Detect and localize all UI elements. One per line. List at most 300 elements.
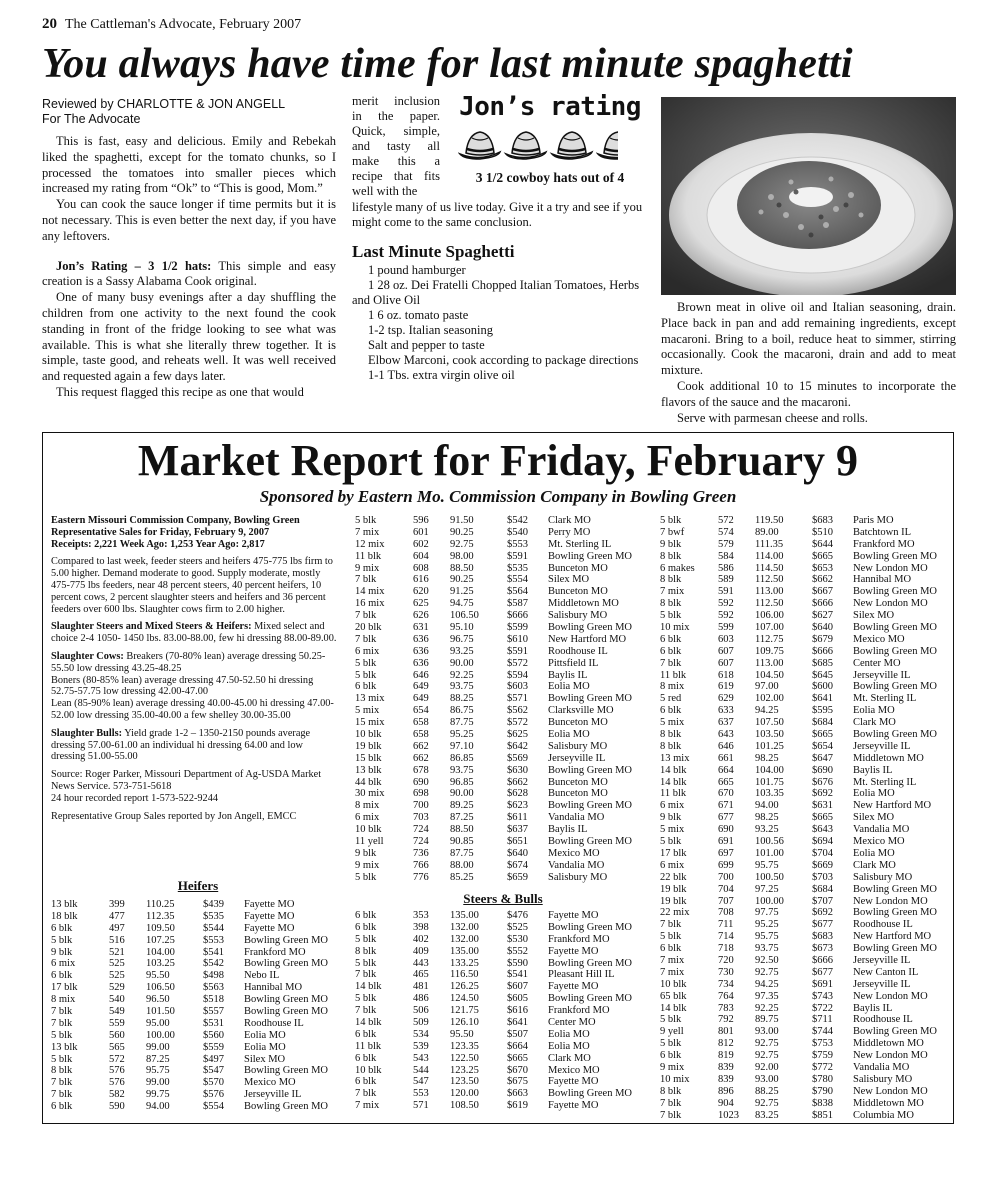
cell-per-head: $838: [812, 1097, 833, 1109]
cell-head-count: 20 blk: [355, 622, 382, 634]
table-row: [51, 1065, 341, 1077]
cell-head-count: 8 mix: [51, 994, 76, 1006]
cell-price: 126.10: [450, 1017, 479, 1029]
cell-price: 98.25: [755, 812, 779, 824]
cell-weight: 521: [109, 946, 125, 958]
cell-weight: 398: [413, 921, 429, 933]
cell-per-head: $594: [507, 669, 528, 681]
cell-location: Bowling Green MO: [548, 800, 632, 812]
table-row: [51, 994, 341, 1006]
table-row: [355, 729, 645, 741]
cell-per-head: $694: [812, 836, 833, 848]
cell-location: Bowling Green MO: [244, 1065, 328, 1077]
cell-weight: 619: [718, 681, 734, 693]
cell-weight: 896: [718, 1085, 734, 1097]
cell-per-head: $637: [507, 824, 528, 836]
cell-per-head: $665: [812, 812, 833, 824]
cell-price: 135.00: [450, 945, 479, 957]
cell-per-head: $653: [812, 562, 833, 574]
cell-weight: 353: [413, 910, 429, 921]
cell-location: Silex MO: [548, 574, 590, 586]
cell-weight: 602: [413, 538, 429, 550]
cell-price: 113.00: [755, 586, 784, 598]
cell-head-count: 6 blk: [355, 921, 377, 933]
cell-location: Jerseyville IL: [853, 669, 911, 681]
cell-per-head: $676: [812, 776, 833, 788]
cell-head-count: 30 mix: [355, 788, 385, 800]
cell-location: Vandalia MO: [548, 859, 605, 871]
cell-weight: 596: [413, 515, 429, 526]
cell-head-count: 8 blk: [660, 740, 682, 752]
cell-per-head: $851: [812, 1109, 833, 1121]
cell-price: 132.00: [450, 921, 479, 933]
cell-location: Middletown MO: [548, 598, 619, 610]
cell-price: 86.75: [450, 705, 474, 717]
cell-per-head: $510: [812, 526, 833, 538]
table-row: [660, 788, 950, 800]
cell-weight: 579: [718, 538, 734, 550]
cell-weight: 671: [718, 800, 734, 812]
cell-head-count: 11 yell: [355, 836, 384, 848]
slaughter-cows-text: Breakers (70-80% lean) average dressing 50.25-55.50 low dressing 43.25-48.25: [51, 650, 326, 674]
cell-location: Fayette MO: [548, 910, 599, 921]
table-row: [51, 911, 341, 923]
cell-location: Eolia MO: [853, 847, 895, 859]
table-row: [355, 1041, 645, 1053]
cell-location: Middletown MO: [853, 752, 924, 764]
table-row: [660, 670, 950, 682]
article-column-2-continued: lifestyle many of us live today. Give it a try and see if you might come to the same conclusion.: [352, 200, 643, 229]
cell-weight: 839: [718, 1061, 734, 1073]
table-row: [355, 670, 645, 682]
cell-head-count: 6 makes: [660, 562, 695, 574]
cell-per-head: $651: [507, 836, 528, 848]
sales-table-column-2: [355, 515, 645, 884]
cell-location: Bowling Green MO: [244, 934, 328, 946]
cell-location: New Hartford MO: [853, 931, 932, 943]
cell-per-head: $659: [507, 871, 528, 883]
cell-price: 104.00: [755, 764, 784, 776]
cell-per-head: $667: [812, 586, 833, 598]
article-paragraph: You can cook the sauce longer if time permits but it is not necessary. This is even better the next day, if you have any leftovers.: [42, 197, 336, 243]
table-row: [51, 958, 341, 970]
slaughter-cows-label: Slaughter Cows:: [51, 650, 124, 662]
cell-head-count: 5 red: [660, 693, 682, 705]
table-row: [660, 896, 950, 908]
cell-per-head: $690: [812, 764, 833, 776]
cell-per-head: $587: [507, 598, 528, 610]
cell-per-head: $603: [507, 681, 528, 693]
cell-head-count: 5 blk: [660, 1038, 682, 1050]
byline-reviewers: Reviewed by CHARLOTTE & JON ANGELL: [42, 97, 286, 111]
table-row: [660, 753, 950, 765]
cell-head-count: 5 blk: [355, 933, 377, 945]
cell-price: 92.25: [450, 669, 474, 681]
table-row: [660, 610, 950, 622]
cell-price: 98.25: [755, 752, 779, 764]
cell-weight: 565: [109, 1041, 125, 1053]
table-row: [355, 634, 645, 646]
cell-location: Pleasant Hill IL: [548, 969, 615, 981]
table-row: [355, 788, 645, 800]
cell-per-head: $562: [507, 705, 528, 717]
cell-price: 87.75: [450, 717, 474, 729]
cell-per-head: $743: [812, 990, 833, 1002]
heifers-title: Heifers: [177, 878, 219, 893]
cell-weight: 839: [718, 1073, 734, 1085]
cell-weight: 603: [718, 633, 734, 645]
cell-location: Fayette MO: [244, 922, 295, 934]
cell-location: Vandalia MO: [853, 824, 910, 836]
cell-weight: 525: [109, 958, 125, 970]
table-row: [355, 1100, 645, 1112]
cell-per-head: $630: [507, 764, 528, 776]
article-column-3: [661, 300, 956, 426]
cell-per-head: $476: [507, 910, 528, 921]
cell-location: Bowling Green MO: [853, 1026, 937, 1038]
table-row: [355, 946, 645, 958]
table-row: [660, 705, 950, 717]
cell-per-head: $554: [203, 1101, 224, 1113]
cell-head-count: 14 blk: [660, 1002, 687, 1014]
cell-weight: 792: [718, 1014, 734, 1026]
cell-weight: 665: [718, 776, 734, 788]
ingredient-item: Elbow Marconi, cook according to package directions: [368, 353, 639, 367]
cell-weight: 714: [718, 931, 734, 943]
cell-price: 106.50: [450, 610, 479, 622]
cell-per-head: $611: [507, 812, 528, 824]
cell-weight: 631: [413, 622, 429, 634]
cell-price: 92.00: [755, 1061, 779, 1073]
ingredient-item: 1-1 Tbs. extra virgin olive oil: [368, 368, 515, 382]
cell-per-head: $711: [812, 1014, 833, 1026]
cell-head-count: 7 blk: [660, 657, 682, 669]
cell-head-count: 9 blk: [355, 847, 377, 859]
cell-per-head: $600: [812, 681, 833, 693]
cell-weight: 608: [413, 562, 429, 574]
cell-price: 93.75: [450, 681, 474, 693]
cell-head-count: 9 blk: [660, 812, 682, 824]
cell-location: Frankford MO: [244, 946, 306, 958]
boners: Boners (80-85% lean) average dressing 47.50-52.50 hi dressing 52.75-57.75 low dressing 42.00-47.00: [51, 674, 314, 698]
cell-location: Fayette MO: [548, 1076, 599, 1088]
cell-weight: 708: [718, 907, 734, 919]
table-row: [355, 836, 645, 848]
cell-location: Bowling Green MO: [548, 1088, 632, 1100]
byline-affiliation: For The Advocate: [42, 112, 141, 126]
table-row: [660, 551, 950, 563]
cell-weight: 553: [413, 1088, 429, 1100]
cell-price: 112.50: [755, 574, 784, 586]
cell-weight: 711: [718, 919, 734, 931]
cell-per-head: $571: [507, 693, 528, 705]
cell-per-head: $540: [507, 526, 528, 538]
table-row: [51, 947, 341, 959]
cell-location: Clarksville MO: [548, 705, 614, 717]
cell-location: Eolia MO: [853, 788, 895, 800]
table-row: [660, 967, 950, 979]
table-row: [660, 860, 950, 872]
table-row: [660, 1110, 950, 1122]
cell-location: Bowling Green MO: [548, 921, 632, 933]
cell-price: 100.00: [146, 1029, 175, 1041]
table-row: [660, 1050, 950, 1062]
cell-location: New London MO: [853, 895, 928, 907]
cell-head-count: 6 blk: [355, 681, 377, 693]
cell-per-head: $625: [507, 729, 528, 741]
table-row: [660, 812, 950, 824]
cell-price: 112.75: [755, 633, 784, 645]
cell-per-head: $507: [507, 1028, 528, 1040]
cell-location: Bowling Green MO: [244, 994, 328, 1006]
spaghetti-photo: [661, 97, 956, 295]
cell-price: 99.00: [146, 1041, 170, 1053]
table-row: [355, 800, 645, 812]
cell-weight: 699: [718, 859, 734, 871]
cell-per-head: $535: [507, 562, 528, 574]
cell-price: 120.00: [450, 1088, 479, 1100]
article-headline: You always have time for last minute spaghetti: [42, 41, 853, 87]
cell-head-count: 7 mix: [355, 526, 380, 538]
cell-head-count: 7 mix: [660, 954, 685, 966]
cell-price: 103.50: [755, 729, 784, 741]
cell-per-head: $590: [507, 957, 528, 969]
cell-price: 97.35: [755, 990, 779, 1002]
table-row: [51, 1018, 341, 1030]
table-row: [355, 646, 645, 658]
cell-per-head: $640: [507, 847, 528, 859]
ingredient-item: 1 pound hamburger: [368, 263, 466, 277]
cell-weight: 607: [718, 645, 734, 657]
cell-weight: 618: [718, 669, 734, 681]
cell-price: 87.25: [450, 812, 474, 824]
cell-head-count: 14 blk: [355, 981, 382, 993]
cell-head-count: 10 blk: [660, 978, 687, 990]
cell-price: 97.25: [755, 883, 779, 895]
cell-per-head: $542: [507, 515, 528, 526]
cell-weight: 582: [109, 1089, 125, 1101]
cell-head-count: 11 blk: [660, 669, 687, 681]
cell-per-head: $628: [507, 788, 528, 800]
table-row: [355, 539, 645, 551]
cell-price: 93.00: [755, 1026, 779, 1038]
cell-head-count: 22 mix: [660, 907, 690, 919]
cell-price: 103.25: [146, 958, 175, 970]
table-row: [660, 574, 950, 586]
table-row: [355, 1076, 645, 1088]
cell-location: Bowling Green MO: [853, 622, 937, 634]
cowboy-hat-icon: [458, 124, 640, 164]
cell-price: 108.50: [450, 1100, 479, 1112]
cell-per-head: $683: [812, 931, 833, 943]
cell-location: Fayette MO: [244, 910, 295, 922]
cell-weight: 690: [413, 776, 429, 788]
cell-price: 100.50: [755, 871, 784, 883]
cell-per-head: $619: [507, 1100, 528, 1112]
cell-location: Batchtown IL: [853, 526, 912, 538]
cell-price: 91.50: [450, 515, 474, 526]
cell-weight: 661: [718, 752, 734, 764]
cell-weight: 649: [413, 681, 429, 693]
cell-weight: 592: [718, 610, 734, 622]
cell-price: 100.56: [755, 836, 784, 848]
table-row: [355, 741, 645, 753]
cell-location: Clark MO: [548, 1052, 591, 1064]
cell-weight: 506: [413, 1005, 429, 1017]
cell-location: Silex MO: [244, 1053, 286, 1065]
table-row: [51, 1042, 341, 1054]
cell-head-count: 6 blk: [660, 633, 682, 645]
cell-per-head: $591: [507, 550, 528, 562]
rating-box: [450, 92, 650, 186]
cell-price: 94.25: [755, 978, 779, 990]
table-row: [51, 935, 341, 947]
rating-title: Jon’s rating: [459, 92, 641, 122]
article-paragraph: This request flagged this recipe as one that would: [56, 384, 304, 399]
cell-head-count: 8 blk: [660, 729, 682, 741]
cell-head-count: 6 blk: [355, 1076, 377, 1088]
table-row: [355, 993, 645, 1005]
cell-location: Bowling Green MO: [548, 764, 632, 776]
cell-price: 104.50: [755, 669, 784, 681]
cell-per-head: $654: [812, 740, 833, 752]
cell-head-count: 7 blk: [660, 1109, 682, 1121]
cell-head-count: 6 blk: [355, 1028, 377, 1040]
table-row: [355, 1029, 645, 1041]
table-row: [660, 884, 950, 896]
cell-head-count: 10 blk: [355, 729, 382, 741]
cell-price: 88.50: [450, 824, 474, 836]
cell-per-head: $595: [812, 705, 833, 717]
cell-price: 86.85: [450, 752, 474, 764]
cell-price: 92.75: [755, 1050, 779, 1062]
table-row: [355, 1005, 645, 1017]
cell-head-count: 7 blk: [51, 1077, 73, 1089]
market-report-box: [42, 432, 954, 1124]
cell-per-head: $563: [203, 982, 224, 994]
table-row: [660, 919, 950, 931]
cell-per-head: $605: [507, 993, 528, 1005]
table-row: [660, 765, 950, 777]
table-row: [660, 943, 950, 955]
cell-per-head: $559: [203, 1041, 224, 1053]
cell-per-head: $572: [507, 657, 528, 669]
cell-per-head: $685: [812, 657, 833, 669]
market-summary: Compared to last week, feeder steers and heifers 475-775 lbs firm to 5.00 higher. Demand moderate to good. Supply moderate, mostly 475-775 lbs feeders, near 48 percent steers, 40 percent heifers, 10 percent cows, 2 percent slaughter steers and heifers and 36 percent feeders over 600 lbs. Slaughter cows firm to 2.00 higher.: [51, 556, 333, 615]
jons-rating-label: Jon’s Rating – 3 1/2 hats:: [56, 258, 212, 273]
cell-weight: 402: [413, 933, 429, 945]
table-row: [355, 958, 645, 970]
table-row: [660, 1003, 950, 1015]
table-row: [51, 1101, 341, 1113]
article-column-1: [42, 134, 336, 401]
cell-per-head: $641: [507, 1017, 528, 1029]
cell-location: Bowling Green MO: [548, 693, 632, 705]
ingredient-item: Salt and pepper to taste: [368, 338, 485, 352]
cell-weight: 599: [718, 622, 734, 634]
cell-head-count: 6 blk: [355, 1052, 377, 1064]
cell-head-count: 13 mix: [660, 752, 690, 764]
cell-location: Bowling Green MO: [548, 622, 632, 634]
cell-weight: 677: [718, 812, 734, 824]
cell-weight: 734: [718, 978, 734, 990]
cell-per-head: $663: [507, 1088, 528, 1100]
cell-head-count: 5 blk: [660, 610, 682, 622]
cell-location: Columbia MO: [853, 1109, 914, 1121]
cell-weight: 443: [413, 957, 429, 969]
cell-per-head: $557: [203, 1006, 224, 1018]
cell-per-head: $552: [507, 945, 528, 957]
cell-head-count: 19 blk: [355, 740, 382, 752]
table-row: [660, 848, 950, 860]
steers-bulls-title: Steers & Bulls: [463, 891, 543, 906]
cell-head-count: 9 yell: [660, 1026, 684, 1038]
jons-rating-paragraph: [42, 259, 336, 291]
cell-location: Center MO: [853, 657, 901, 669]
cell-weight: 646: [718, 740, 734, 752]
cell-weight: 549: [109, 1006, 125, 1018]
cell-price: 87.75: [450, 847, 474, 859]
cell-weight: 625: [413, 598, 429, 610]
market-intro: [51, 515, 339, 828]
cell-location: Fayette MO: [548, 945, 599, 957]
cell-head-count: 5 blk: [355, 657, 377, 669]
article-paragraph: This is fast, easy and delicious. Emily and Rebekah liked the spaghetti, except for the tomato chunks, so I processed the tomatoes into smaller pieces which increased my rating from “Ok” to “This is good, Mom.”: [42, 134, 336, 196]
cell-head-count: 7 bwf: [660, 526, 685, 538]
cell-weight: 559: [109, 1017, 125, 1029]
cell-per-head: $576: [203, 1089, 224, 1101]
table-row: [355, 598, 645, 610]
cell-weight: 700: [413, 800, 429, 812]
table-row: [355, 824, 645, 836]
table-row: [355, 622, 645, 634]
table-row: [355, 574, 645, 586]
cell-location: Clark MO: [853, 859, 896, 871]
intro-sales-date: Representative Sales for Friday, February 9, 2007: [51, 526, 270, 538]
cell-head-count: 17 blk: [51, 982, 78, 994]
cell-per-head: $744: [812, 1026, 833, 1038]
cell-weight: 509: [413, 1017, 429, 1029]
slaughter-bulls-text: Yield grade 1-2 – 1350-2150 pounds average dressing 57.00-61.00 an individual hi dressing 64.00 and low dressing 51.00-55.00: [51, 727, 311, 763]
cell-location: Bowling Green MO: [853, 729, 937, 741]
cell-weight: 571: [413, 1100, 429, 1112]
cell-price: 106.00: [755, 610, 784, 622]
cell-price: 94.25: [755, 705, 779, 717]
cell-location: Bowling Green MO: [853, 586, 937, 598]
cell-per-head: $645: [812, 669, 833, 681]
cell-head-count: 5 blk: [51, 1053, 73, 1065]
cell-weight: 543: [413, 1052, 429, 1064]
cell-per-head: $703: [812, 871, 833, 883]
cell-weight: 801: [718, 1026, 734, 1038]
cell-per-head: $642: [507, 740, 528, 752]
cell-price: 116.50: [450, 969, 479, 981]
table-row: [355, 658, 645, 670]
cell-per-head: $674: [507, 859, 528, 871]
cell-head-count: 7 blk: [51, 1006, 73, 1018]
table-row: [51, 1077, 341, 1089]
cell-per-head: $666: [507, 610, 528, 622]
cell-head-count: 7 blk: [355, 633, 377, 645]
cell-head-count: 5 mix: [660, 717, 685, 729]
cell-location: Frankford MO: [548, 1005, 610, 1017]
cell-weight: 497: [109, 922, 125, 934]
cell-head-count: 10 blk: [355, 1064, 382, 1076]
cell-price: 107.25: [146, 934, 175, 946]
table-row: [660, 586, 950, 598]
cell-weight: 718: [718, 943, 734, 955]
cell-per-head: $564: [507, 586, 528, 598]
